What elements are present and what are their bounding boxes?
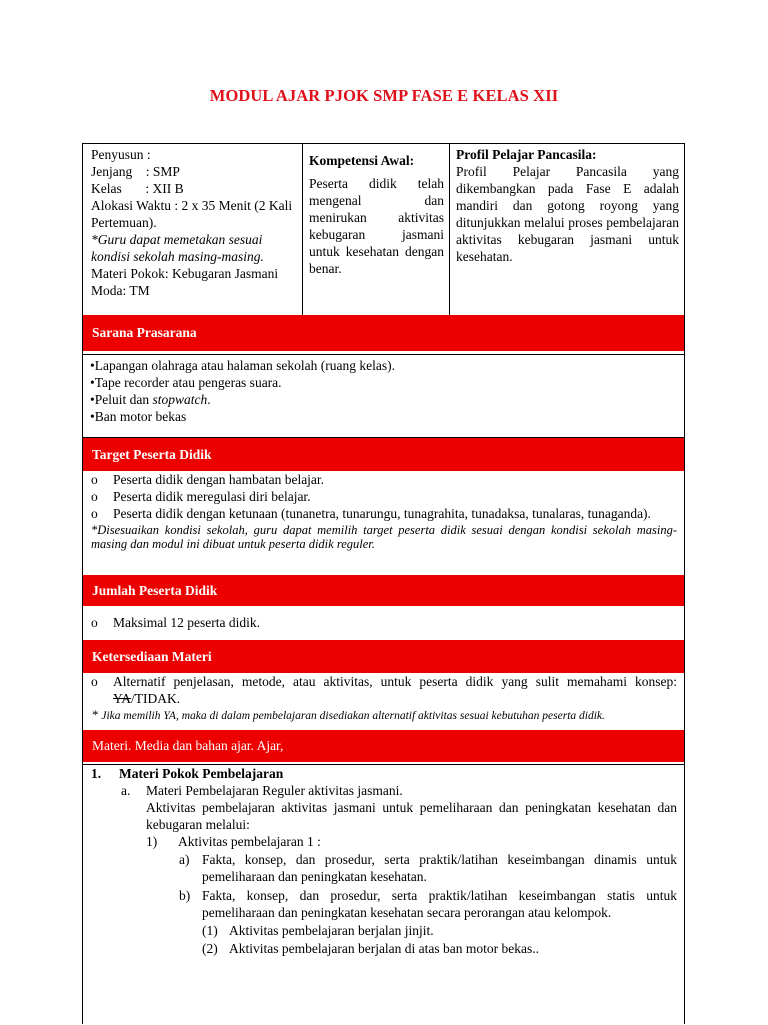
- materi-a-label: a.: [121, 783, 131, 798]
- sub-a-text: Fakta, konsep, dan prosedur, serta praktik/latihan keseimbangan dinamis untuk pemeliharaan dan peningkatan kesehatan.: [202, 852, 677, 884]
- aktivitas-1-row: [91, 833, 677, 850]
- target-heading: [83, 438, 684, 471]
- target-item-2-text: Peserta didik meregulasi diri belajar.: [113, 489, 311, 504]
- jumlah-item: [85, 614, 677, 631]
- alokasi-waktu: Alokasi Waktu : 2 x 35 Menit (2 Kali Pertemuan).: [91, 198, 293, 230]
- kompetensi-heading: Kompetensi Awal:: [309, 153, 415, 168]
- materi-pokok-info: Materi Pokok: Kebugaran Jasmani: [91, 266, 279, 281]
- jumlah-heading-label: Jumlah Peserta Didik: [92, 582, 218, 598]
- sarana-list: [83, 354, 684, 438]
- ketersediaan-note: [85, 708, 677, 723]
- bullet-marker: o: [91, 674, 98, 689]
- target-heading-label: Target Peserta Didik: [92, 446, 212, 462]
- bullet-marker: o: [91, 615, 98, 630]
- ketersediaan-item-end: /TIDAK.: [131, 691, 181, 706]
- profil-column: [450, 144, 684, 315]
- point-1-text: Aktivitas pembelajaran berjalan jinjit.: [229, 923, 434, 938]
- info-column: [83, 144, 302, 315]
- ketersediaan-heading-label: Ketersediaan Materi: [92, 648, 212, 664]
- sarana-item-3-text: •Peluit dan: [90, 392, 153, 407]
- point-2-label: (2): [202, 941, 218, 956]
- note-star: *: [92, 707, 99, 722]
- sarana-item-2: •Tape recorder atau pengeras suara.: [90, 375, 282, 390]
- point-1-row: [91, 922, 677, 939]
- sub-b-text: Fakta, konsep, dan prosedur, serta praktik/latihan keseimbangan statis untuk pemeliharaan dan peningkatan kesehatan secara perorangan atau kelompok.: [202, 888, 677, 920]
- ketersediaan-section: [83, 673, 684, 730]
- sarana-item-3-end: .: [207, 392, 211, 407]
- sub-b-row: [91, 887, 677, 921]
- sarana-item-3-italic: stopwatch: [152, 392, 208, 407]
- ketersediaan-note-text: Jika memilih YA, maka di dalam pembelajaran disediakan alternatif aktivitas sesuai kebutuhan peserta didik.: [98, 710, 605, 722]
- jenjang-label: Jenjang : SMP: [91, 164, 180, 179]
- bullet-marker: o: [91, 506, 98, 521]
- sub-b-label: b): [179, 888, 191, 903]
- ketersediaan-struck-option: YA: [113, 691, 132, 706]
- point-2-row: [91, 940, 677, 957]
- jumlah-section: [83, 606, 684, 638]
- media-heading: [83, 730, 684, 762]
- sarana-heading-label: Sarana Prasarana: [92, 325, 197, 340]
- moda-label: Moda: TM: [91, 283, 150, 298]
- aktivitas-1-label: 1): [146, 834, 158, 849]
- jumlah-item-text: Maksimal 12 peserta didik.: [113, 615, 260, 630]
- jumlah-heading: [83, 575, 684, 606]
- sarana-item-3: [90, 391, 684, 408]
- ketersediaan-item-text: Alternatif penjelasan, metode, atau aktivitas, untuk peserta didik yang sulit memahami konsep:: [113, 674, 677, 689]
- target-note: *Disesuaikan kondisi sekolah, guru dapat memilih target peserta didik sesuai dengan kondisi sekolah masing-masing dan modul ini dibuat untuk peserta didik reguler.: [91, 523, 677, 551]
- target-item-1: [85, 471, 677, 488]
- ketersediaan-item: [85, 673, 677, 707]
- media-heading-label: Materi. Media dan bahan ajar. Ajar,: [92, 738, 284, 753]
- target-item-3-text: Peserta didik dengan ketunaan (tunanetra, tunarungu, tunagrahita, tunadaksa, tunalaras, tunaganda).: [113, 506, 651, 521]
- materi-number: 1.: [91, 766, 102, 781]
- penyusun-label: Penyusun :: [91, 147, 151, 162]
- point-1-label: (1): [202, 923, 218, 938]
- materi-a-text: Materi Pembelajaran Reguler aktivitas jasmani.: [146, 783, 403, 798]
- target-item-1-text: Peserta didik dengan hambatan belajar.: [113, 472, 325, 487]
- materi-heading: Materi Pokok Pembelajaran: [119, 766, 284, 781]
- materi-a-row: [91, 782, 677, 799]
- target-list: [83, 471, 684, 575]
- ketersediaan-heading: [83, 640, 684, 673]
- materi-a-description: Aktivitas pembelajaran aktivitas jasmani untuk pemeliharaan dan peningkatan kesehatan dan kebugaran melalui:: [146, 800, 677, 832]
- guru-note: *Guru dapat memetakan sesuai kondisi sekolah masing-masing.: [91, 232, 264, 264]
- kompetensi-text: Peserta didik telah mengenal dan menirukan aktivitas kebugaran jasmani untuk kesehatan dengan benar.: [309, 176, 444, 276]
- kompetensi-column: [303, 144, 449, 315]
- sub-a-row: [91, 851, 677, 885]
- bullet-marker: o: [91, 472, 98, 487]
- document-title: MODUL AJAR PJOK SMP FASE E KELAS XII: [209, 86, 559, 105]
- target-item-2: [85, 488, 677, 505]
- sub-a-label: a): [179, 852, 190, 867]
- sarana-item-1: •Lapangan olahraga atau halaman sekolah (ruang kelas).: [90, 358, 395, 373]
- sarana-item-4: •Ban motor bekas: [90, 409, 187, 424]
- profil-text: Profil Pelajar Pancasila yang dikembangkan pada Fase E adalah mandiri dan gotong royong yang ditunjukkan melalui proses pembelajaran aktivitas kebugaran jasmani untuk kesehatan.: [456, 164, 679, 264]
- aktivitas-1-text: Aktivitas pembelajaran 1 :: [178, 834, 321, 849]
- point-2-text: Aktivitas pembelajaran berjalan di atas ban motor bekas..: [229, 941, 540, 956]
- module-table: [82, 143, 685, 1024]
- kelas-label: Kelas : XII B: [91, 181, 184, 196]
- bullet-marker: o: [91, 489, 98, 504]
- materi-pokok-section: [83, 765, 684, 1025]
- materi-heading-row: [91, 765, 677, 782]
- profil-heading: Profil Pelajar Pancasila:: [456, 147, 597, 162]
- sarana-heading: [83, 315, 684, 351]
- target-item-3: [85, 505, 677, 522]
